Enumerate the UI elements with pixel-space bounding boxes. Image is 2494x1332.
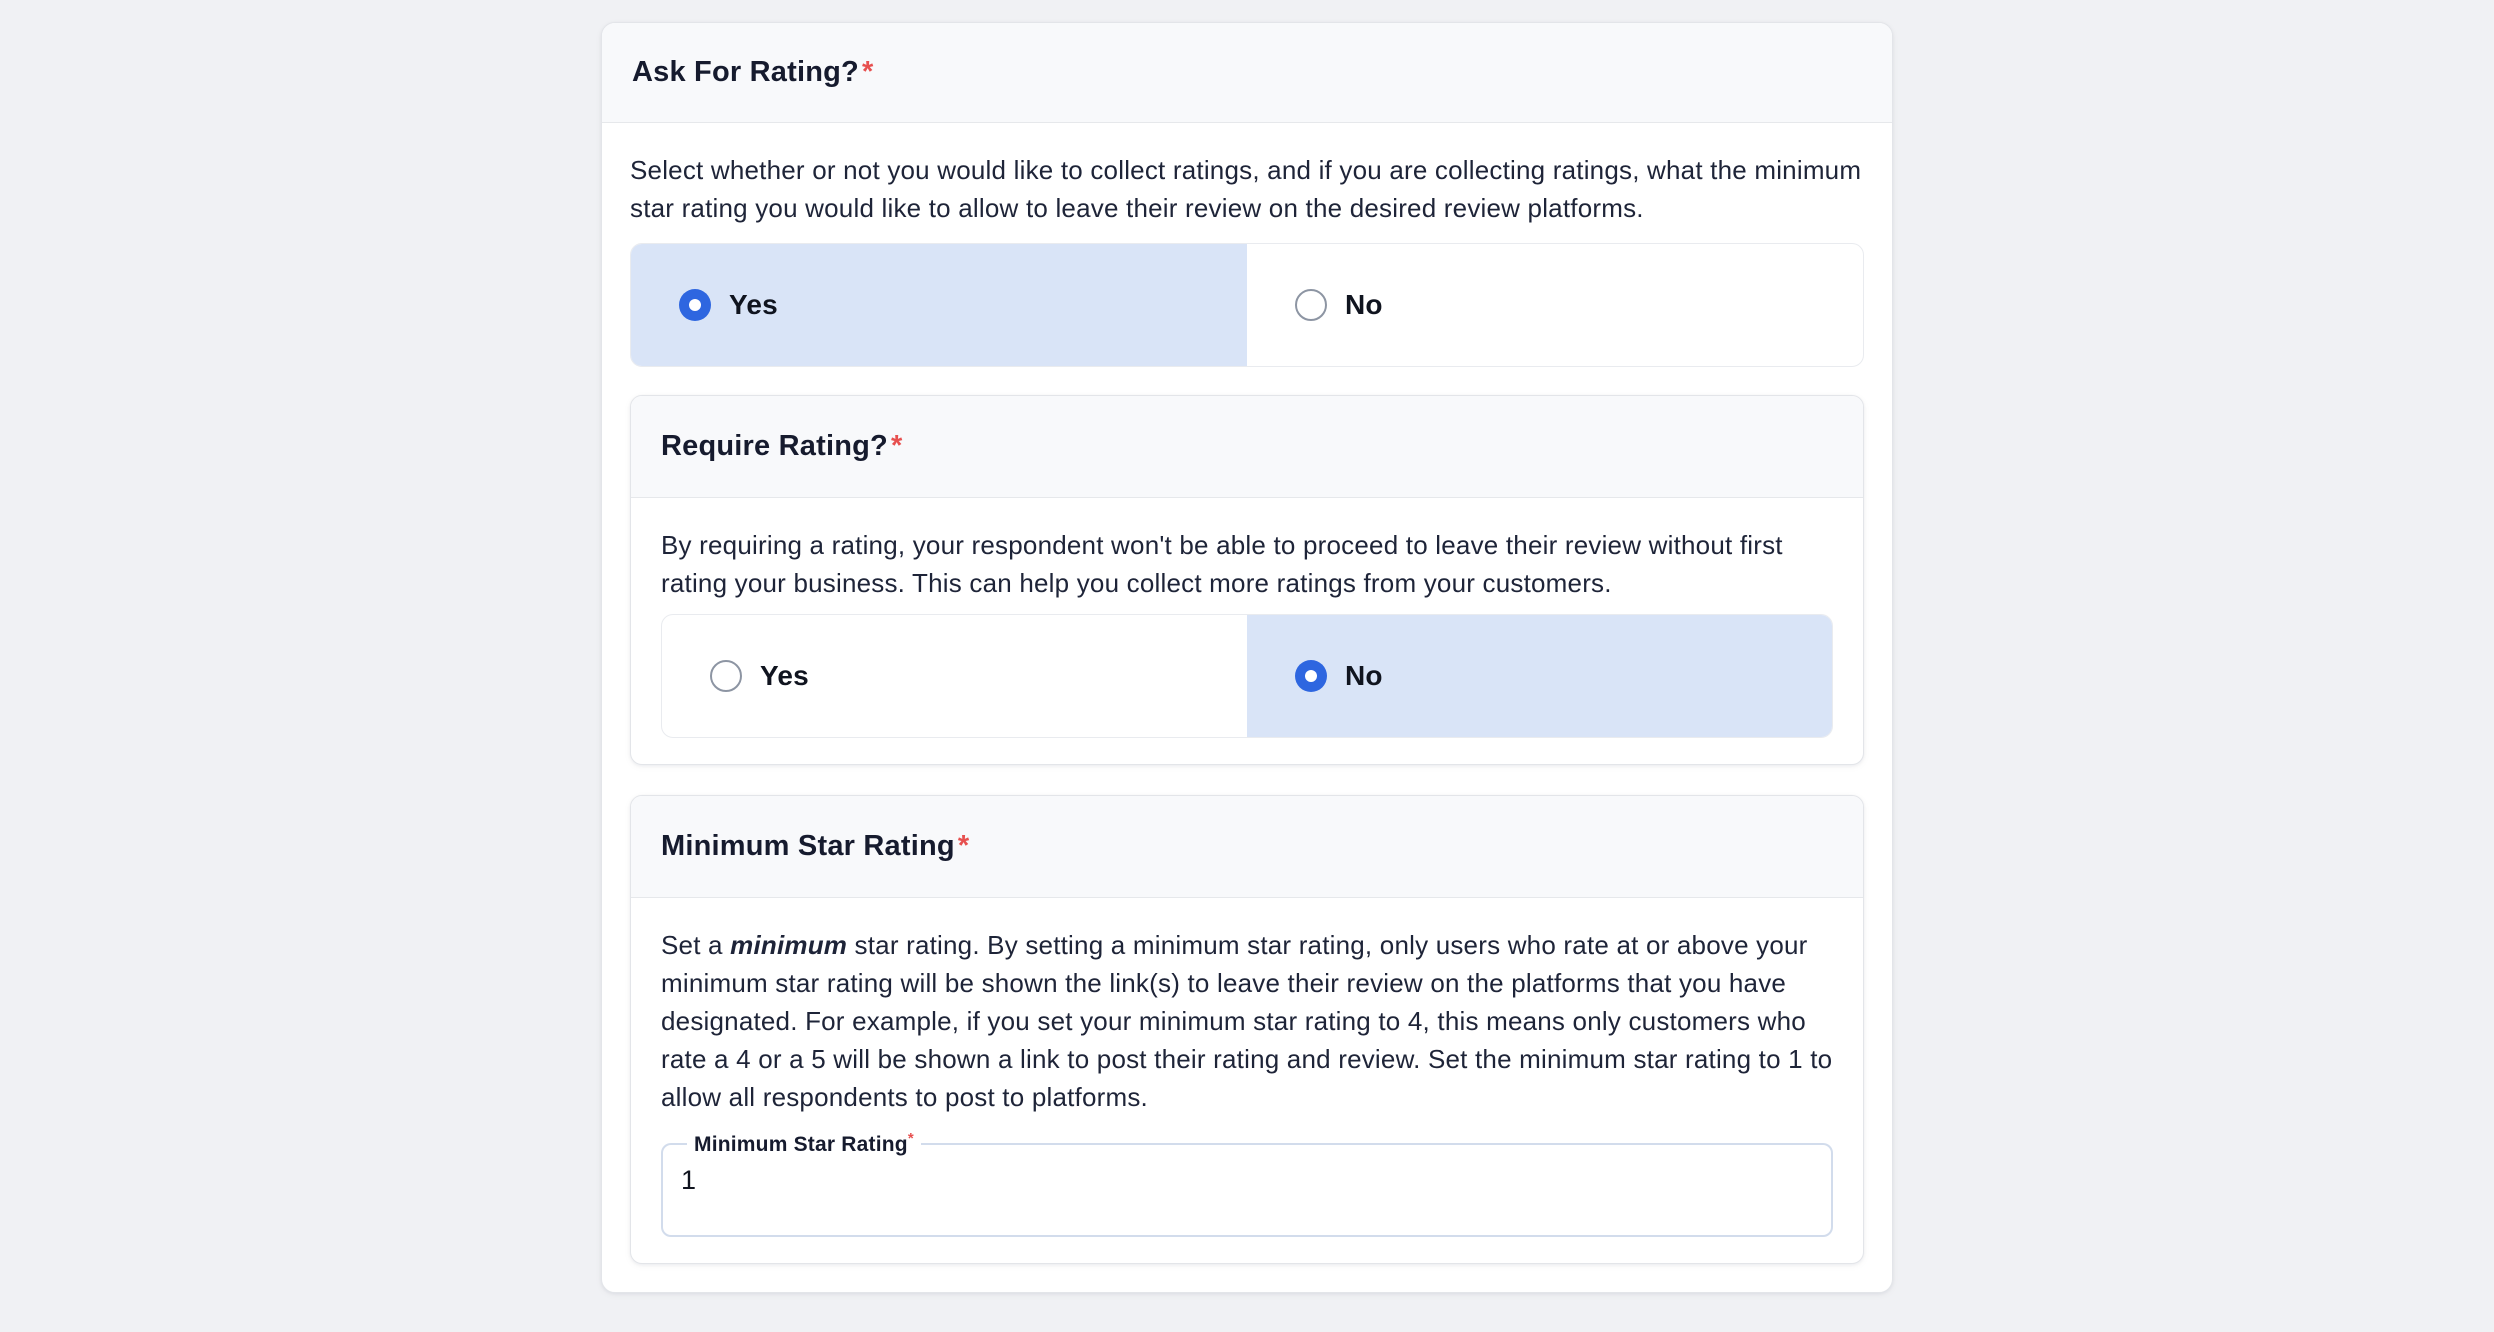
ask-for-rating-card [601,22,1893,1293]
input-label: Minimum Star Rating* [694,1130,914,1156]
radio-icon [710,660,742,692]
radio-option-label: No [1345,660,1383,691]
section-title [661,830,969,863]
description-suffix: star rating. By setting a minimum star rating, only users who rate at or above your minimum star rating will be shown the link(s) to leave their review on the platforms that you have designated. For example, if you set your minimum star rating to 4, this means only customers who rate a 4 or a 5 will be shown a link to post their rating and review. Set the minimum star rating to 1 to allow all respondents to post to platforms. [661,930,1833,1112]
required-asterisk: * [861,56,874,88]
section-title-text: Minimum Star Rating [661,830,955,862]
radio-option-yes[interactable] [631,244,1247,366]
section-title-text: Require Rating? [661,430,888,462]
require-rating-header [631,396,1863,498]
minimum-star-rating-card [630,795,1864,1264]
required-asterisk: * [907,1130,914,1147]
radio-icon [1295,289,1327,321]
radio-option-no[interactable] [1247,615,1832,737]
radio-option-label: Yes [760,660,809,691]
section-title [661,430,902,463]
section-title [632,56,873,89]
ask-for-rating-header [602,23,1892,123]
minimum-star-rating-field-wrap [661,1130,1833,1237]
required-asterisk: * [890,430,903,462]
minimum-star-rating-body [631,898,1863,1263]
minimum-star-rating-input[interactable] [679,1157,1815,1196]
require-rating-radio-group [661,614,1833,738]
radio-option-yes[interactable] [662,615,1247,737]
section-description: By requiring a rating, your respondent won't be able to proceed to leave their review without first rating your business. This can help you collect more ratings from your customers. [661,530,1783,598]
minimum-star-rating-header [631,796,1863,898]
radio-option-label: No [1345,289,1383,320]
description-prefix: Set a [661,930,731,960]
require-rating-body [631,498,1863,764]
require-rating-card [630,395,1864,765]
section-title-text: Ask For Rating? [632,56,859,88]
ask-for-rating-radio-group [630,243,1864,367]
section-description: Select whether or not you would like to collect ratings, and if you are collecting ratings, what the minimum star rating you would like to allow to leave their review on the desired review platforms. [630,155,1862,223]
ask-for-rating-body [602,123,1892,1292]
radio-option-no[interactable] [1247,244,1863,366]
radio-icon [1295,660,1327,692]
radio-option-label: Yes [729,289,778,320]
required-asterisk: * [957,830,970,862]
section-description [661,926,1833,1116]
minimum-star-rating-fieldset [661,1130,1833,1237]
radio-icon [679,289,711,321]
description-emphasis: minimum [730,930,848,960]
